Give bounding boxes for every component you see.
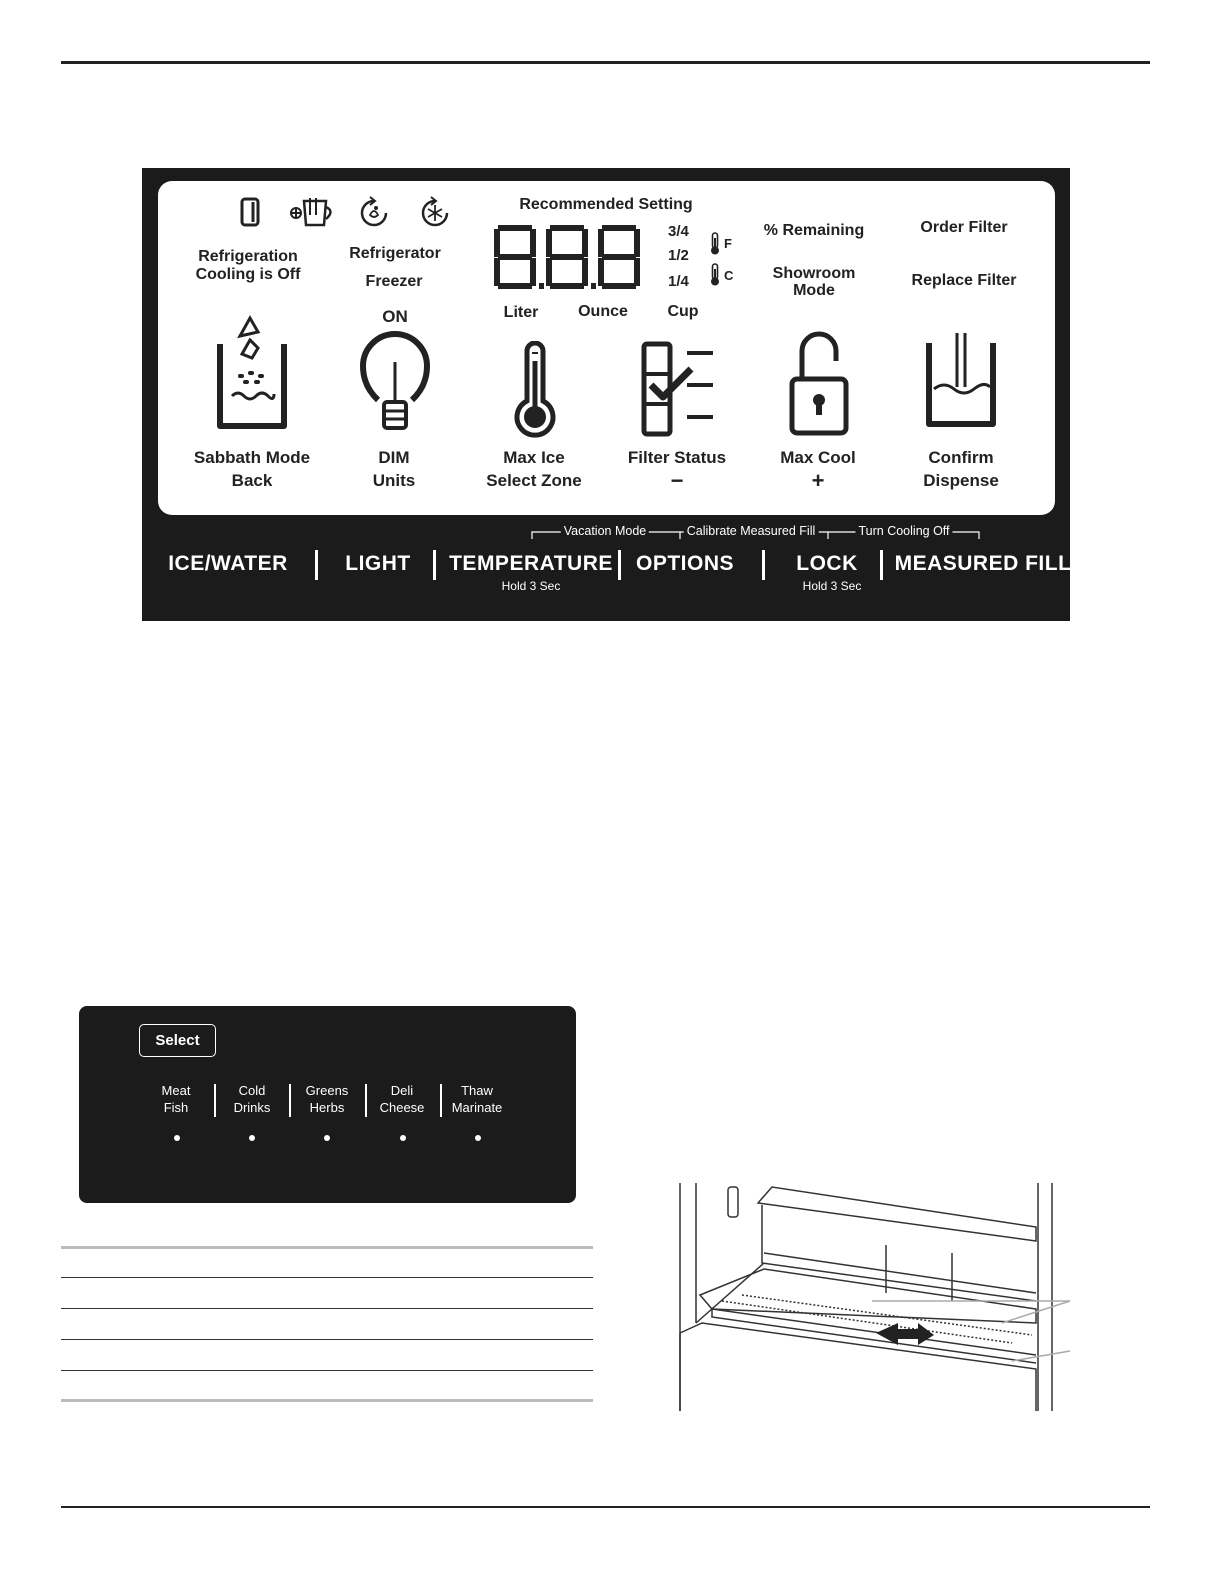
recommended-setting-label: Recommended Setting — [519, 196, 693, 213]
zone-meat-fish[interactable]: Meat Fish — [161, 1083, 191, 1115]
table-row-rule — [61, 1308, 593, 1309]
light-on-label: ON — [382, 307, 408, 326]
fraction-1-4: 1/4 — [668, 273, 689, 290]
confirm-dispense-label: Confirm Dispense — [923, 448, 999, 490]
max-ice-label: Max Ice Select Zone — [486, 448, 582, 490]
zone-indicator-dot — [400, 1135, 406, 1141]
button-separator — [618, 550, 621, 580]
options-button[interactable]: OPTIONS — [635, 552, 735, 575]
filter-status-icon — [641, 341, 717, 437]
vacation-mode-label: Vacation Mode — [561, 524, 649, 538]
refrigeration-off-label: Refrigeration Cooling is Off — [195, 248, 301, 284]
button-separator — [433, 550, 436, 580]
bottom-rule — [61, 1506, 1150, 1508]
freeze-cycle-icon — [417, 195, 453, 231]
water-glass-icon — [924, 329, 998, 429]
drawer-control-panel — [79, 1006, 576, 1203]
button-row — [142, 521, 1070, 621]
table-row-rule — [61, 1339, 593, 1340]
zone-deli-cheese[interactable]: Deli Cheese — [379, 1083, 425, 1115]
percent-remaining-label: % Remaining — [763, 222, 865, 239]
freezer-label: Freezer — [365, 273, 423, 290]
drawer-divider-illustration — [672, 1183, 1080, 1413]
zone-indicator-dot — [174, 1135, 180, 1141]
zone-greens-herbs[interactable]: Greens Herbs — [305, 1083, 349, 1115]
liter-label: Liter — [503, 304, 539, 321]
unit-celsius: C — [724, 268, 734, 283]
padlock-icon — [789, 329, 849, 437]
zone-separator — [289, 1084, 291, 1117]
control-display — [158, 181, 1055, 515]
sabbath-mode-label: Sabbath Mode Back — [193, 448, 311, 490]
ounce-label: Ounce — [578, 303, 628, 320]
showroom-mode-label: Showroom Mode — [772, 265, 856, 299]
thermometer-icon — [511, 341, 559, 439]
dispenser-control-panel — [142, 168, 1070, 621]
door-icon — [239, 196, 265, 228]
fraction-1-2: 1/2 — [668, 247, 689, 264]
filter-status-label: Filter Status − — [627, 448, 727, 493]
calibrate-measured-fill-label: Calibrate Measured Fill — [684, 524, 819, 538]
cup-label: Cup — [667, 303, 699, 320]
zone-indicator-dot — [475, 1135, 481, 1141]
small-thermometer-icon — [709, 232, 721, 256]
lock-button[interactable]: LOCK Hold 3 Sec — [796, 552, 862, 593]
temperature-button[interactable]: TEMPERATURE Hold 3 Sec — [449, 552, 613, 593]
light-bulb-icon — [360, 330, 430, 438]
dim-units-label: DIM Units — [372, 448, 416, 490]
table-row-rule — [61, 1370, 593, 1371]
turn-cooling-off-label: Turn Cooling Off — [855, 524, 952, 538]
seven-segment-display — [492, 223, 660, 291]
light-button[interactable]: LIGHT — [345, 552, 411, 575]
table-bottom-rule — [61, 1399, 593, 1402]
table-row-rule — [61, 1277, 593, 1278]
button-separator — [315, 550, 318, 580]
zone-indicator-dot — [249, 1135, 255, 1141]
ice-water-button[interactable]: ICE/WATER — [168, 552, 288, 575]
zone-separator — [214, 1084, 216, 1117]
refrigerator-label: Refrigerator — [349, 245, 441, 262]
order-filter-label: Order Filter — [920, 219, 1008, 236]
button-separator — [762, 550, 765, 580]
unit-fahrenheit: F — [724, 236, 732, 251]
small-thermometer-icon — [709, 263, 721, 287]
zone-indicator-dot — [324, 1135, 330, 1141]
ice-glass-icon — [214, 314, 290, 432]
top-rule — [61, 61, 1150, 64]
button-separator — [880, 550, 883, 580]
zone-thaw-marinate[interactable]: Thaw Marinate — [451, 1083, 503, 1115]
water-filter-icon — [288, 195, 338, 231]
max-cool-label: Max Cool + — [780, 448, 856, 493]
select-button[interactable]: Select — [139, 1024, 216, 1057]
measured-fill-button[interactable]: MEASURED FILL — [894, 552, 1072, 575]
ice-maker-cycle-icon — [356, 195, 392, 231]
fraction-3-4: 3/4 — [668, 223, 689, 240]
replace-filter-label: Replace Filter — [911, 272, 1017, 289]
table-top-rule — [61, 1246, 593, 1249]
zone-cold-drinks[interactable]: Cold Drinks — [233, 1083, 271, 1115]
